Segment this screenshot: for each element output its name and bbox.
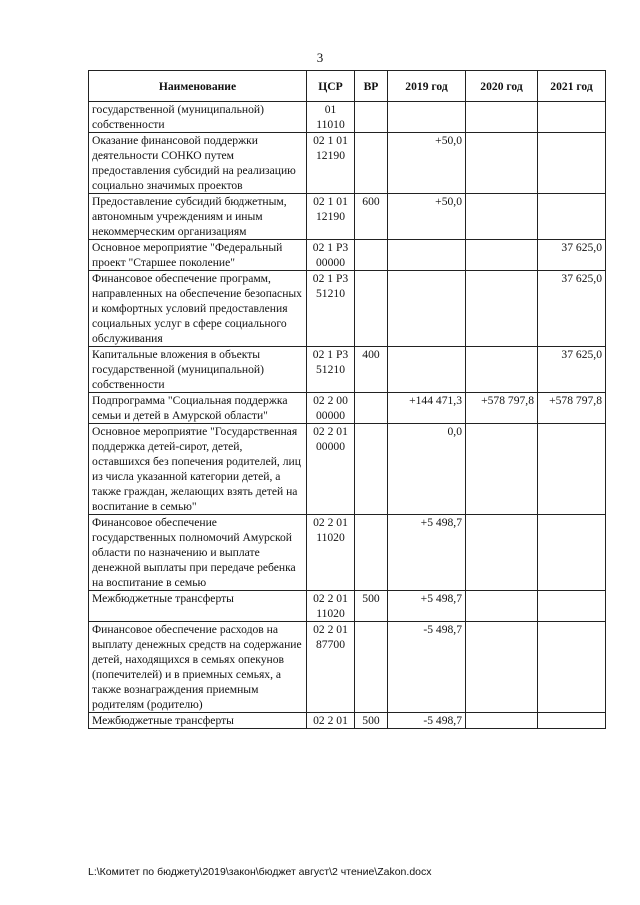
row-csr: 02 2 01 11020	[307, 591, 355, 622]
row-vr	[355, 102, 388, 133]
row-name: Финансовое обеспечение расходов на выплату денежных средств на содержание детей, находящихся в семьях опекунов (попечителей) и в приемных семьях, а также вознаграждения приемным родителям (родителю)	[89, 622, 307, 713]
row-2019	[388, 271, 466, 347]
row-2019: 0,0	[388, 424, 466, 515]
row-vr	[355, 622, 388, 713]
row-csr: 02 2 00 00000	[307, 393, 355, 424]
row-name: Подпрограмма "Социальная поддержка семьи и детей в Амурской области"	[89, 393, 307, 424]
row-name: Основное мероприятие "Государственная поддержка детей-сирот, детей, оставшихся без попечения родителей, лиц из числа указанной категории детей, а также граждан, желающих взять детей на воспитание в семью"	[89, 424, 307, 515]
row-vr: 400	[355, 347, 388, 393]
table-row	[89, 622, 606, 713]
page-number: 3	[316, 50, 324, 65]
row-name: Финансовое обеспечение государственных полномочий Амурской области по назначению и выплате денежной выплаты при передаче ребенка на воспитание в семью	[89, 515, 307, 591]
row-csr: 02 2 01 87700	[307, 622, 355, 713]
row-vr	[355, 133, 388, 194]
row-2020	[466, 240, 538, 271]
header-name: Наименование	[89, 71, 307, 102]
row-2021: +578 797,8	[538, 393, 606, 424]
row-name: Межбюджетные трансферты	[89, 591, 307, 622]
row-2019: +5 498,7	[388, 591, 466, 622]
row-2020	[466, 271, 538, 347]
row-2020	[466, 194, 538, 240]
row-2019	[388, 347, 466, 393]
row-csr: 01 11010	[307, 102, 355, 133]
row-2019: +5 498,7	[388, 515, 466, 591]
header-vr: ВР	[355, 71, 388, 102]
row-2021	[538, 515, 606, 591]
header-2021: 2021 год	[538, 71, 606, 102]
header-csr: ЦСР	[307, 71, 355, 102]
table-row	[89, 102, 606, 133]
row-name: Основное мероприятие "Федеральный проект "Старшее поколение"	[89, 240, 307, 271]
header-2019: 2019 год	[388, 71, 466, 102]
row-csr: 02 2 01 11020	[307, 515, 355, 591]
row-2021	[538, 102, 606, 133]
row-name: Финансовое обеспечение программ, направленных на обеспечение безопасных и комфортных условий предоставления социальных услуг в сфере социального обслуживания	[89, 271, 307, 347]
row-2019	[388, 240, 466, 271]
row-2019	[388, 102, 466, 133]
row-2021	[538, 424, 606, 515]
row-vr: 600	[355, 194, 388, 240]
row-vr	[355, 271, 388, 347]
row-2021	[538, 133, 606, 194]
row-2020	[466, 102, 538, 133]
table-row	[89, 393, 606, 424]
row-vr	[355, 515, 388, 591]
row-2020	[466, 515, 538, 591]
row-name: Капитальные вложения в объекты государственной (муниципальной) собственности	[89, 347, 307, 393]
row-vr	[355, 393, 388, 424]
row-2020	[466, 591, 538, 622]
table-row	[89, 271, 606, 347]
table-row	[89, 515, 606, 591]
row-2019: +50,0	[388, 194, 466, 240]
row-2021	[538, 194, 606, 240]
budget-table	[88, 70, 606, 729]
row-2020: +578 797,8	[466, 393, 538, 424]
table-row	[89, 133, 606, 194]
row-2020	[466, 133, 538, 194]
row-name: Оказание финансовой поддержки деятельности СОНКО путем предоставления субсидий на реализацию социально значимых проектов	[89, 133, 307, 194]
row-csr: 02 1 P3 51210	[307, 271, 355, 347]
row-2019: -5 498,7	[388, 622, 466, 713]
row-2021	[538, 591, 606, 622]
row-vr	[355, 240, 388, 271]
row-name: Межбюджетные трансферты	[89, 713, 307, 729]
row-csr: 02 2 01 00000	[307, 424, 355, 515]
row-csr: 02 1 01 12190	[307, 194, 355, 240]
row-2019: -5 498,7	[388, 713, 466, 729]
table-row	[89, 347, 606, 393]
footer-file-path: L:\Комитет по бюджету\2019\закон\бюджет август\2 чтение\Zakon.docx	[88, 866, 432, 878]
row-2019: +144 471,3	[388, 393, 466, 424]
row-2020	[466, 713, 538, 729]
header-2020: 2020 год	[466, 71, 538, 102]
table-row	[89, 591, 606, 622]
row-vr: 500	[355, 713, 388, 729]
table-row	[89, 240, 606, 271]
row-vr	[355, 424, 388, 515]
row-2020	[466, 424, 538, 515]
row-csr: 02 1 P3 00000	[307, 240, 355, 271]
table-header-row	[89, 71, 606, 102]
row-2021: 37 625,0	[538, 240, 606, 271]
row-2020	[466, 347, 538, 393]
table-row	[89, 713, 606, 729]
row-2020	[466, 622, 538, 713]
table-row	[89, 424, 606, 515]
row-2019: +50,0	[388, 133, 466, 194]
row-vr: 500	[355, 591, 388, 622]
row-csr: 02 1 P3 51210	[307, 347, 355, 393]
row-name: Предоставление субсидий бюджетным, автономным учреждениям и иным некоммерческим организациям	[89, 194, 307, 240]
table-row	[89, 194, 606, 240]
row-2021: 37 625,0	[538, 347, 606, 393]
row-csr: 02 2 01	[307, 713, 355, 729]
row-name: государственной (муниципальной) собственности	[89, 102, 307, 133]
row-2021	[538, 713, 606, 729]
row-2021	[538, 622, 606, 713]
row-csr: 02 1 01 12190	[307, 133, 355, 194]
row-2021: 37 625,0	[538, 271, 606, 347]
